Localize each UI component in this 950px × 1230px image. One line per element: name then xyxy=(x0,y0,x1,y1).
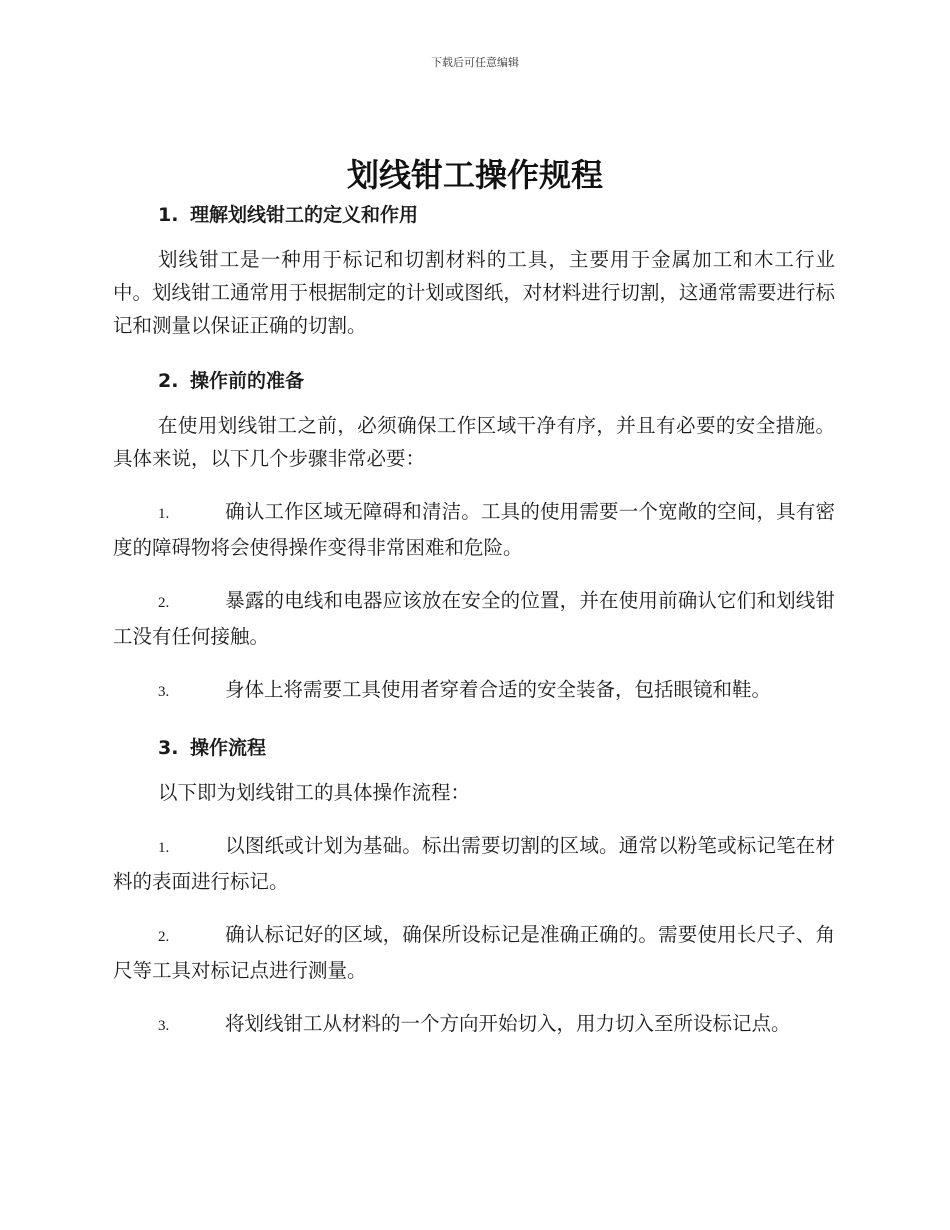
list-item xyxy=(113,495,835,564)
list-item-text: 确认标记好的区域，确保所设标记是准确正确的。需要使用长尺子、角尺等工具对标记点进行测量。 xyxy=(113,923,835,982)
header-note: 下载后可任意编辑 xyxy=(431,56,519,69)
list-item-number: 1. xyxy=(158,506,170,522)
list-item-number: 2. xyxy=(158,595,170,611)
section-2-paragraph: 在使用划线钳工之前，必须确保工作区域干净有序，并且有必要的安全措施。具体来说，以下几个步骤非常必要： xyxy=(113,414,835,470)
list-item-text: 以图纸或计划为基础。标出需要切割的区域。通常以粉笔或标记笔在材料的表面进行标记。 xyxy=(113,834,835,893)
list-item-number: 2. xyxy=(158,929,170,945)
section-number: 3. xyxy=(158,737,179,759)
list-item-text: 暴露的电线和电器应该放在安全的位置，并在使用前确认它们和划线钳工没有任何接触。 xyxy=(113,589,835,648)
list-item xyxy=(113,829,835,898)
section-1-paragraph: 划线钳工是一种用于标记和切割材料的工具，主要用于金属加工和木工行业中。划线钳工通常用于根据制定的计划或图纸，对材料进行切割，这通常需要进行标记和测量以保证正确的切割。 xyxy=(113,248,835,337)
list-item xyxy=(113,584,835,653)
section-heading-3 xyxy=(113,733,835,763)
list-item-number: 3. xyxy=(158,1018,170,1034)
document-title: 划线钳工操作规程 xyxy=(346,156,603,194)
list-item-text: 身体上将需要工具使用者穿着合适的安全装备，包括眼镜和鞋。 xyxy=(225,678,772,701)
list-item xyxy=(113,1007,835,1043)
list-item-number: 1. xyxy=(158,840,170,856)
section-3-paragraph: 以下即为划线钳工的具体操作流程： xyxy=(158,781,471,804)
list-item xyxy=(113,918,835,987)
document-body xyxy=(113,200,835,1043)
section-number: 2. xyxy=(158,370,179,392)
section-number: 1. xyxy=(158,204,179,226)
section-title: 理解划线钳工的定义和作用 xyxy=(190,204,419,226)
section-heading-2 xyxy=(113,366,835,396)
section-title: 操作流程 xyxy=(190,737,267,759)
section-heading-1 xyxy=(113,200,835,230)
list-item-number: 3. xyxy=(158,684,170,700)
list-item xyxy=(113,673,835,709)
list-item-text: 确认工作区域无障碍和清洁。工具的使用需要一个宽敞的空间，具有密度的障碍物将会使得操作变得非常困难和危险。 xyxy=(113,500,835,559)
list-item-text: 将划线钳工从材料的一个方向开始切入，用力切入至所设标记点。 xyxy=(225,1012,791,1035)
section-title: 操作前的准备 xyxy=(190,370,305,392)
